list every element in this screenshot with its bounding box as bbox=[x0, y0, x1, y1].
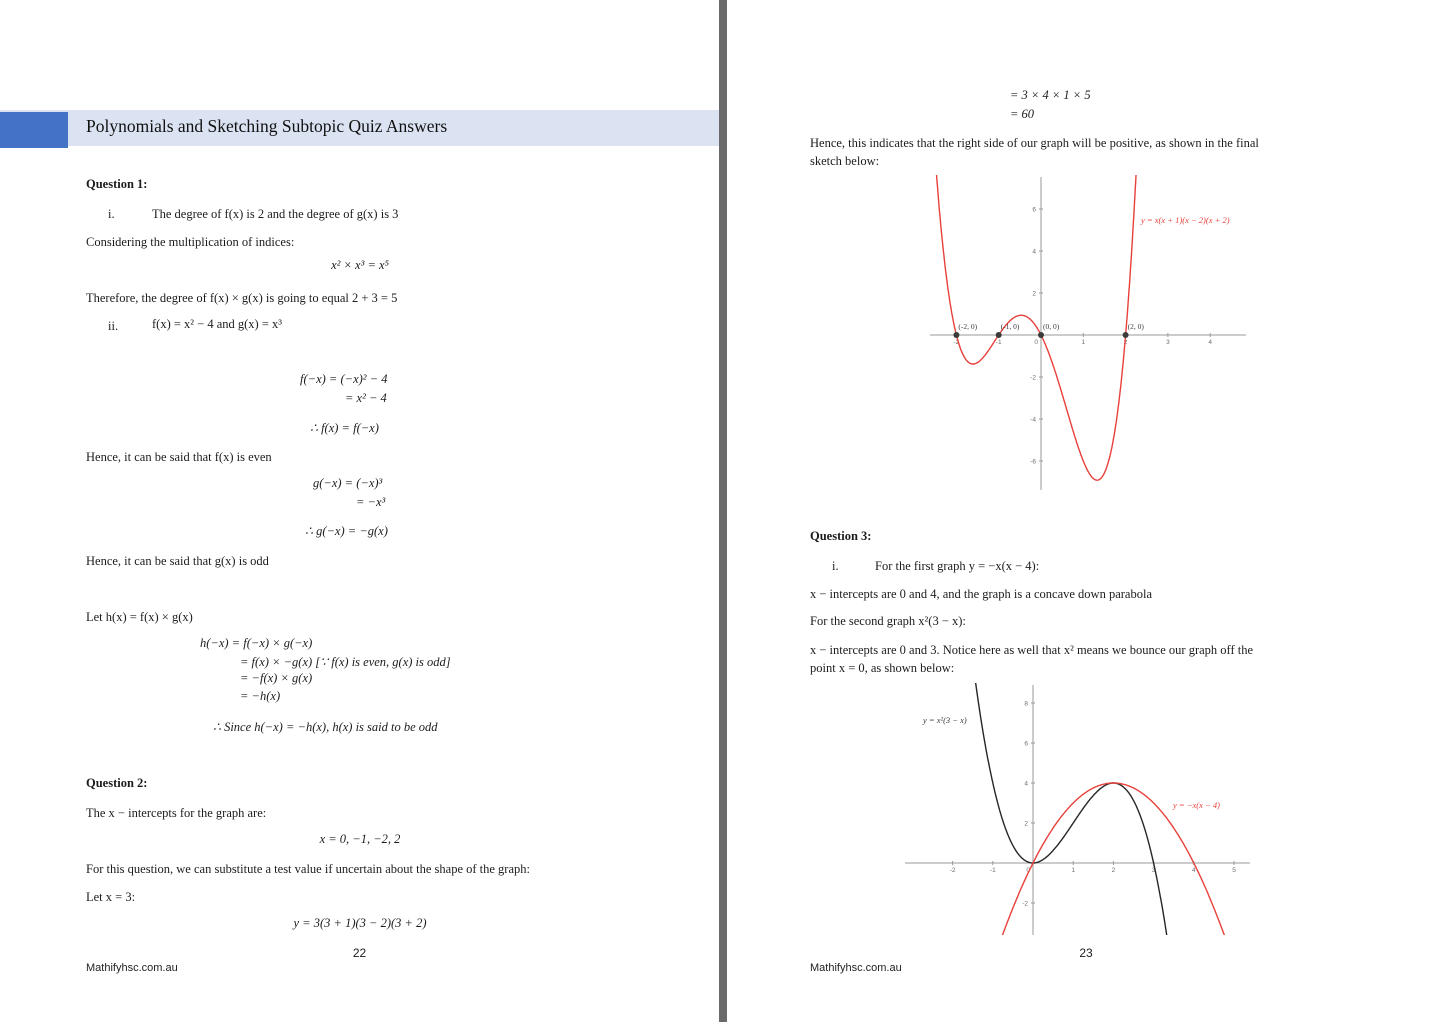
svg-text:1: 1 bbox=[1071, 867, 1076, 874]
svg-text:-1: -1 bbox=[995, 339, 1002, 346]
svg-text:8: 8 bbox=[1024, 700, 1028, 708]
q1-eq-h-line1: h(−x) = f(−x) × g(−x) bbox=[200, 636, 313, 650]
cubic-vs-parabola-graph bbox=[905, 683, 1250, 935]
q2-paragraph-2: For this question, we can substitute a test value if uncertain about the shape of the graph: bbox=[86, 862, 530, 876]
svg-text:(-2, 0): (-2, 0) bbox=[958, 322, 978, 331]
q1-paragraph-odd: Hence, it can be said that g(x) is odd bbox=[86, 554, 269, 568]
q1-eq-f-conclusion: ∴ f(x) = f(−x) bbox=[310, 421, 379, 435]
q1-eq-h-conclusion: ∴ Since h(−x) = −h(x), h(x) is said to be odd bbox=[213, 720, 438, 734]
svg-text:2: 2 bbox=[1024, 820, 1028, 828]
q3-paragraph-1: x − intercepts are 0 and 4, and the graph is a concave down parabola bbox=[810, 587, 1152, 601]
svg-text:2: 2 bbox=[1111, 867, 1116, 874]
q2-paragraph-result-line2: sketch below: bbox=[810, 154, 880, 168]
svg-text:0: 0 bbox=[1026, 867, 1030, 874]
svg-text:0: 0 bbox=[1034, 339, 1038, 346]
quartic-graph bbox=[930, 175, 1246, 490]
q3-item-i-label: i. bbox=[832, 559, 839, 573]
footer-right: Mathifyhsc.com.au bbox=[810, 962, 902, 974]
q1-item-ii-text: f(x) = x² − 4 and g(x) = x³ bbox=[152, 317, 283, 331]
q1-eq-h-line3: = −f(x) × g(x) bbox=[240, 671, 313, 685]
q1-paragraph-1: Considering the multiplication of indices: bbox=[86, 235, 295, 249]
q2-equation-intercepts: x = 0, −1, −2, 2 bbox=[319, 832, 401, 846]
q2-eq-continued-line1: = 3 × 4 × 1 × 5 bbox=[1010, 88, 1091, 102]
svg-text:1: 1 bbox=[1081, 339, 1086, 346]
svg-text:-4: -4 bbox=[1030, 416, 1036, 424]
svg-text:-1: -1 bbox=[989, 867, 996, 874]
q2-paragraph-3: Let x = 3: bbox=[86, 890, 136, 904]
svg-text:y = −x(x − 4): y = −x(x − 4) bbox=[1173, 800, 1220, 810]
q1-equation-indices: x² × x³ = x⁵ bbox=[331, 258, 389, 272]
page-title: Polynomials and Sketching Subtopic Quiz Answers bbox=[86, 116, 448, 136]
svg-text:-6: -6 bbox=[1030, 458, 1036, 466]
question3-heading: Question 3: bbox=[810, 529, 872, 543]
svg-text:4: 4 bbox=[1208, 339, 1213, 346]
q1-eq-g-line1: g(−x) = (−x)³ bbox=[313, 476, 383, 490]
q2-paragraph-1: The x − intercepts for the graph are: bbox=[86, 806, 267, 820]
q1-paragraph-even: Hence, it can be said that f(x) is even bbox=[86, 450, 272, 464]
q1-item-i-text: The degree of f(x) is 2 and the degree of g(x) is 3 bbox=[152, 207, 399, 221]
page-divider bbox=[719, 0, 727, 1022]
svg-text:6: 6 bbox=[1032, 206, 1036, 214]
q1-paragraph-let-h: Let h(x) = f(x) × g(x) bbox=[86, 610, 193, 624]
q1-eq-f-line1: f(−x) = (−x)² − 4 bbox=[300, 372, 388, 386]
q3-paragraph-3-line1: x − intercepts are 0 and 3. Notice here as well that x² means we bounce our graph off the bbox=[810, 643, 1254, 657]
page-number-23: 23 bbox=[1079, 946, 1093, 960]
svg-text:-2: -2 bbox=[1022, 900, 1028, 908]
svg-text:(0, 0): (0, 0) bbox=[1043, 322, 1060, 331]
title-accent-block bbox=[0, 112, 68, 148]
q1-item-i-label: i. bbox=[108, 207, 115, 221]
question2-heading: Question 2: bbox=[86, 776, 148, 790]
page-number-22: 22 bbox=[352, 946, 367, 960]
svg-text:2: 2 bbox=[1032, 290, 1036, 298]
svg-text:4: 4 bbox=[1024, 780, 1028, 788]
footer-left: Mathifyhsc.com.au bbox=[86, 962, 178, 974]
svg-text:4: 4 bbox=[1032, 248, 1036, 256]
page-23 bbox=[727, 0, 1445, 1022]
svg-text:y = x(x + 1)(x − 2)(x + 2): y = x(x + 1)(x − 2)(x + 2) bbox=[1141, 215, 1230, 225]
q2-equation-test-value: y = 3(3 + 1)(3 − 2)(3 + 2) bbox=[293, 916, 427, 930]
q1-eq-h-line4: = −h(x) bbox=[240, 689, 281, 703]
q1-paragraph-2: Therefore, the degree of f(x) × g(x) is going to equal 2 + 3 = 5 bbox=[86, 291, 398, 305]
svg-text:-2: -2 bbox=[949, 867, 956, 874]
q2-eq-continued-line2: = 60 bbox=[1010, 107, 1035, 121]
q3-paragraph-2: For the second graph x²(3 − x): bbox=[810, 614, 966, 628]
q3-item-i-text: For the first graph y = −x(x − 4): bbox=[875, 559, 1040, 573]
q1-eq-g-conclusion: ∴ g(−x) = −g(x) bbox=[305, 524, 388, 538]
svg-text:6: 6 bbox=[1024, 740, 1028, 748]
q1-item-ii-label: ii. bbox=[108, 319, 119, 333]
q1-eq-h-line2: = f(x) × −g(x) [∵ f(x) is even, g(x) is odd] bbox=[240, 655, 451, 669]
q2-paragraph-result-line1: Hence, this indicates that the right side of our graph will be positive, as shown in the final bbox=[810, 136, 1259, 150]
page-22 bbox=[0, 0, 719, 1022]
svg-text:2: 2 bbox=[1123, 339, 1128, 346]
svg-text:-2: -2 bbox=[953, 339, 960, 346]
svg-text:(2, 0): (2, 0) bbox=[1127, 322, 1144, 331]
question1-heading: Question 1: bbox=[86, 177, 148, 191]
q1-eq-f-line2: = x² − 4 bbox=[345, 391, 387, 405]
svg-text:4: 4 bbox=[1191, 867, 1196, 874]
svg-text:3: 3 bbox=[1151, 867, 1156, 874]
q1-eq-g-line2: = −x³ bbox=[356, 495, 386, 509]
svg-text:y = x²(3 − x): y = x²(3 − x) bbox=[923, 715, 967, 725]
svg-text:5: 5 bbox=[1232, 867, 1236, 874]
svg-text:-2: -2 bbox=[1030, 374, 1036, 382]
svg-text:3: 3 bbox=[1166, 339, 1170, 346]
svg-text:(-1, 0): (-1, 0) bbox=[1000, 322, 1020, 331]
q3-paragraph-3-line2: point x = 0, as shown below: bbox=[810, 661, 955, 675]
